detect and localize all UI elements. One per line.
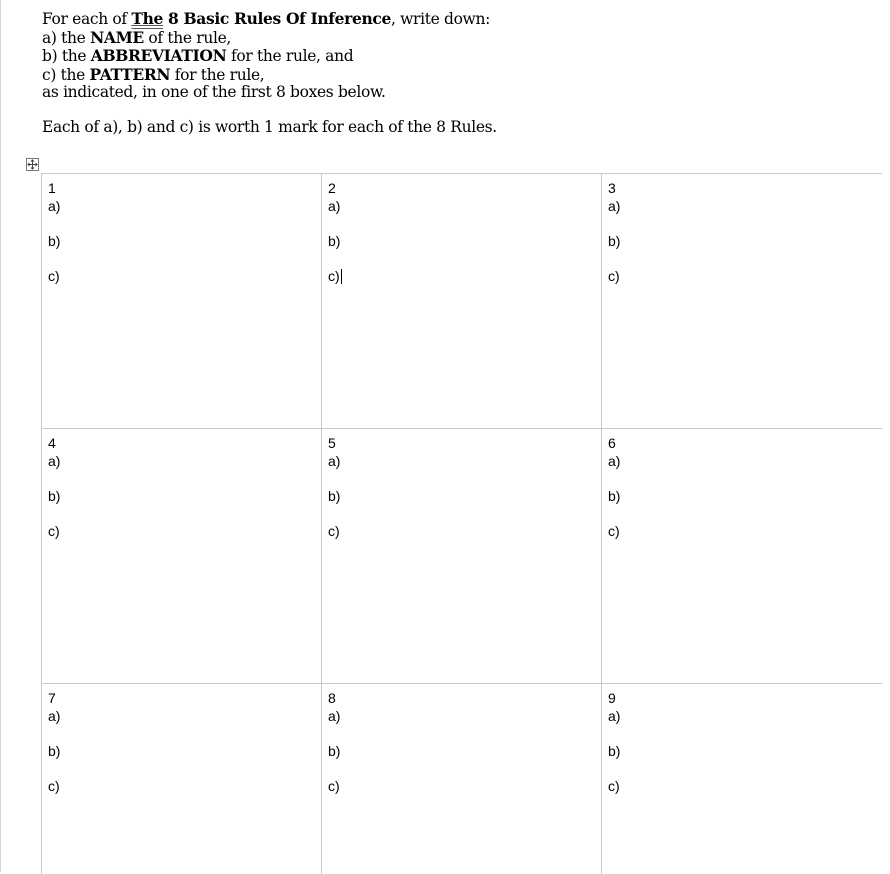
label-b: b) <box>328 233 341 249</box>
label-a: a) <box>48 453 61 469</box>
label-c: c) <box>328 268 340 284</box>
label-b: b) <box>48 233 61 249</box>
box-number: 7 <box>48 690 56 706</box>
label-c: c) <box>48 778 60 794</box>
label-c: c) <box>608 778 620 794</box>
label-a: a) <box>328 198 341 214</box>
answer-box-7[interactable] <box>42 684 322 874</box>
label-b: b) <box>48 488 61 504</box>
box-number: 5 <box>328 435 336 451</box>
table-move-handle-icon[interactable] <box>26 158 39 171</box>
instruction-line-5: as indicated, in one of the first 8 boxes below. <box>42 83 386 102</box>
page-left-edge <box>0 0 1 872</box>
box-number: 8 <box>328 690 336 706</box>
instruction-line-2: a) the NAME of the rule, <box>42 27 231 47</box>
label-a: a) <box>328 708 341 724</box>
table-row <box>42 429 882 684</box>
instruction-line-4: c) the PATTERN for the rule, <box>42 64 265 84</box>
box-number: 4 <box>48 435 56 451</box>
answer-table <box>41 173 882 874</box>
table-row <box>42 174 882 429</box>
answer-box-6[interactable] <box>602 429 882 684</box>
answer-box-5[interactable] <box>322 429 602 684</box>
label-a: a) <box>608 453 621 469</box>
answer-box-3[interactable] <box>602 174 882 429</box>
instructions-block <box>42 10 497 137</box>
box-number: 2 <box>328 180 336 196</box>
label-c: c) <box>328 778 340 794</box>
answer-box-8[interactable] <box>322 684 602 874</box>
label-c: c) <box>608 523 620 539</box>
table-row <box>42 684 882 874</box>
marks-note: Each of a), b) and c) is worth 1 mark for each of the 8 Rules. <box>42 117 497 136</box>
label-b: b) <box>608 743 621 759</box>
label-a: a) <box>328 453 341 469</box>
label-a: a) <box>608 708 621 724</box>
label-a: a) <box>48 708 61 724</box>
answer-box-2[interactable] <box>322 174 602 429</box>
box-number: 6 <box>608 435 616 451</box>
label-b: b) <box>608 233 621 249</box>
box-number: 3 <box>608 180 616 196</box>
box-number: 1 <box>48 180 56 196</box>
box-number: 9 <box>608 690 616 706</box>
label-c: c) <box>48 268 60 284</box>
label-b: b) <box>608 488 621 504</box>
label-b: b) <box>48 743 61 759</box>
label-a: a) <box>608 198 621 214</box>
label-c: c) <box>328 523 340 539</box>
label-b: b) <box>328 488 341 504</box>
underlined-the: The <box>131 9 164 28</box>
answer-box-1[interactable] <box>42 174 322 429</box>
instruction-line-1: For each of The 8 Basic Rules Of Inference, write down: <box>42 9 490 28</box>
instruction-line-3: b) the ABBREVIATION for the rule, and <box>42 46 354 66</box>
label-b: b) <box>328 743 341 759</box>
label-c: c) <box>48 523 60 539</box>
label-c: c) <box>608 268 620 284</box>
answer-box-9[interactable] <box>602 684 882 874</box>
label-a: a) <box>48 198 61 214</box>
answer-box-4[interactable] <box>42 429 322 684</box>
text-cursor <box>341 269 342 284</box>
